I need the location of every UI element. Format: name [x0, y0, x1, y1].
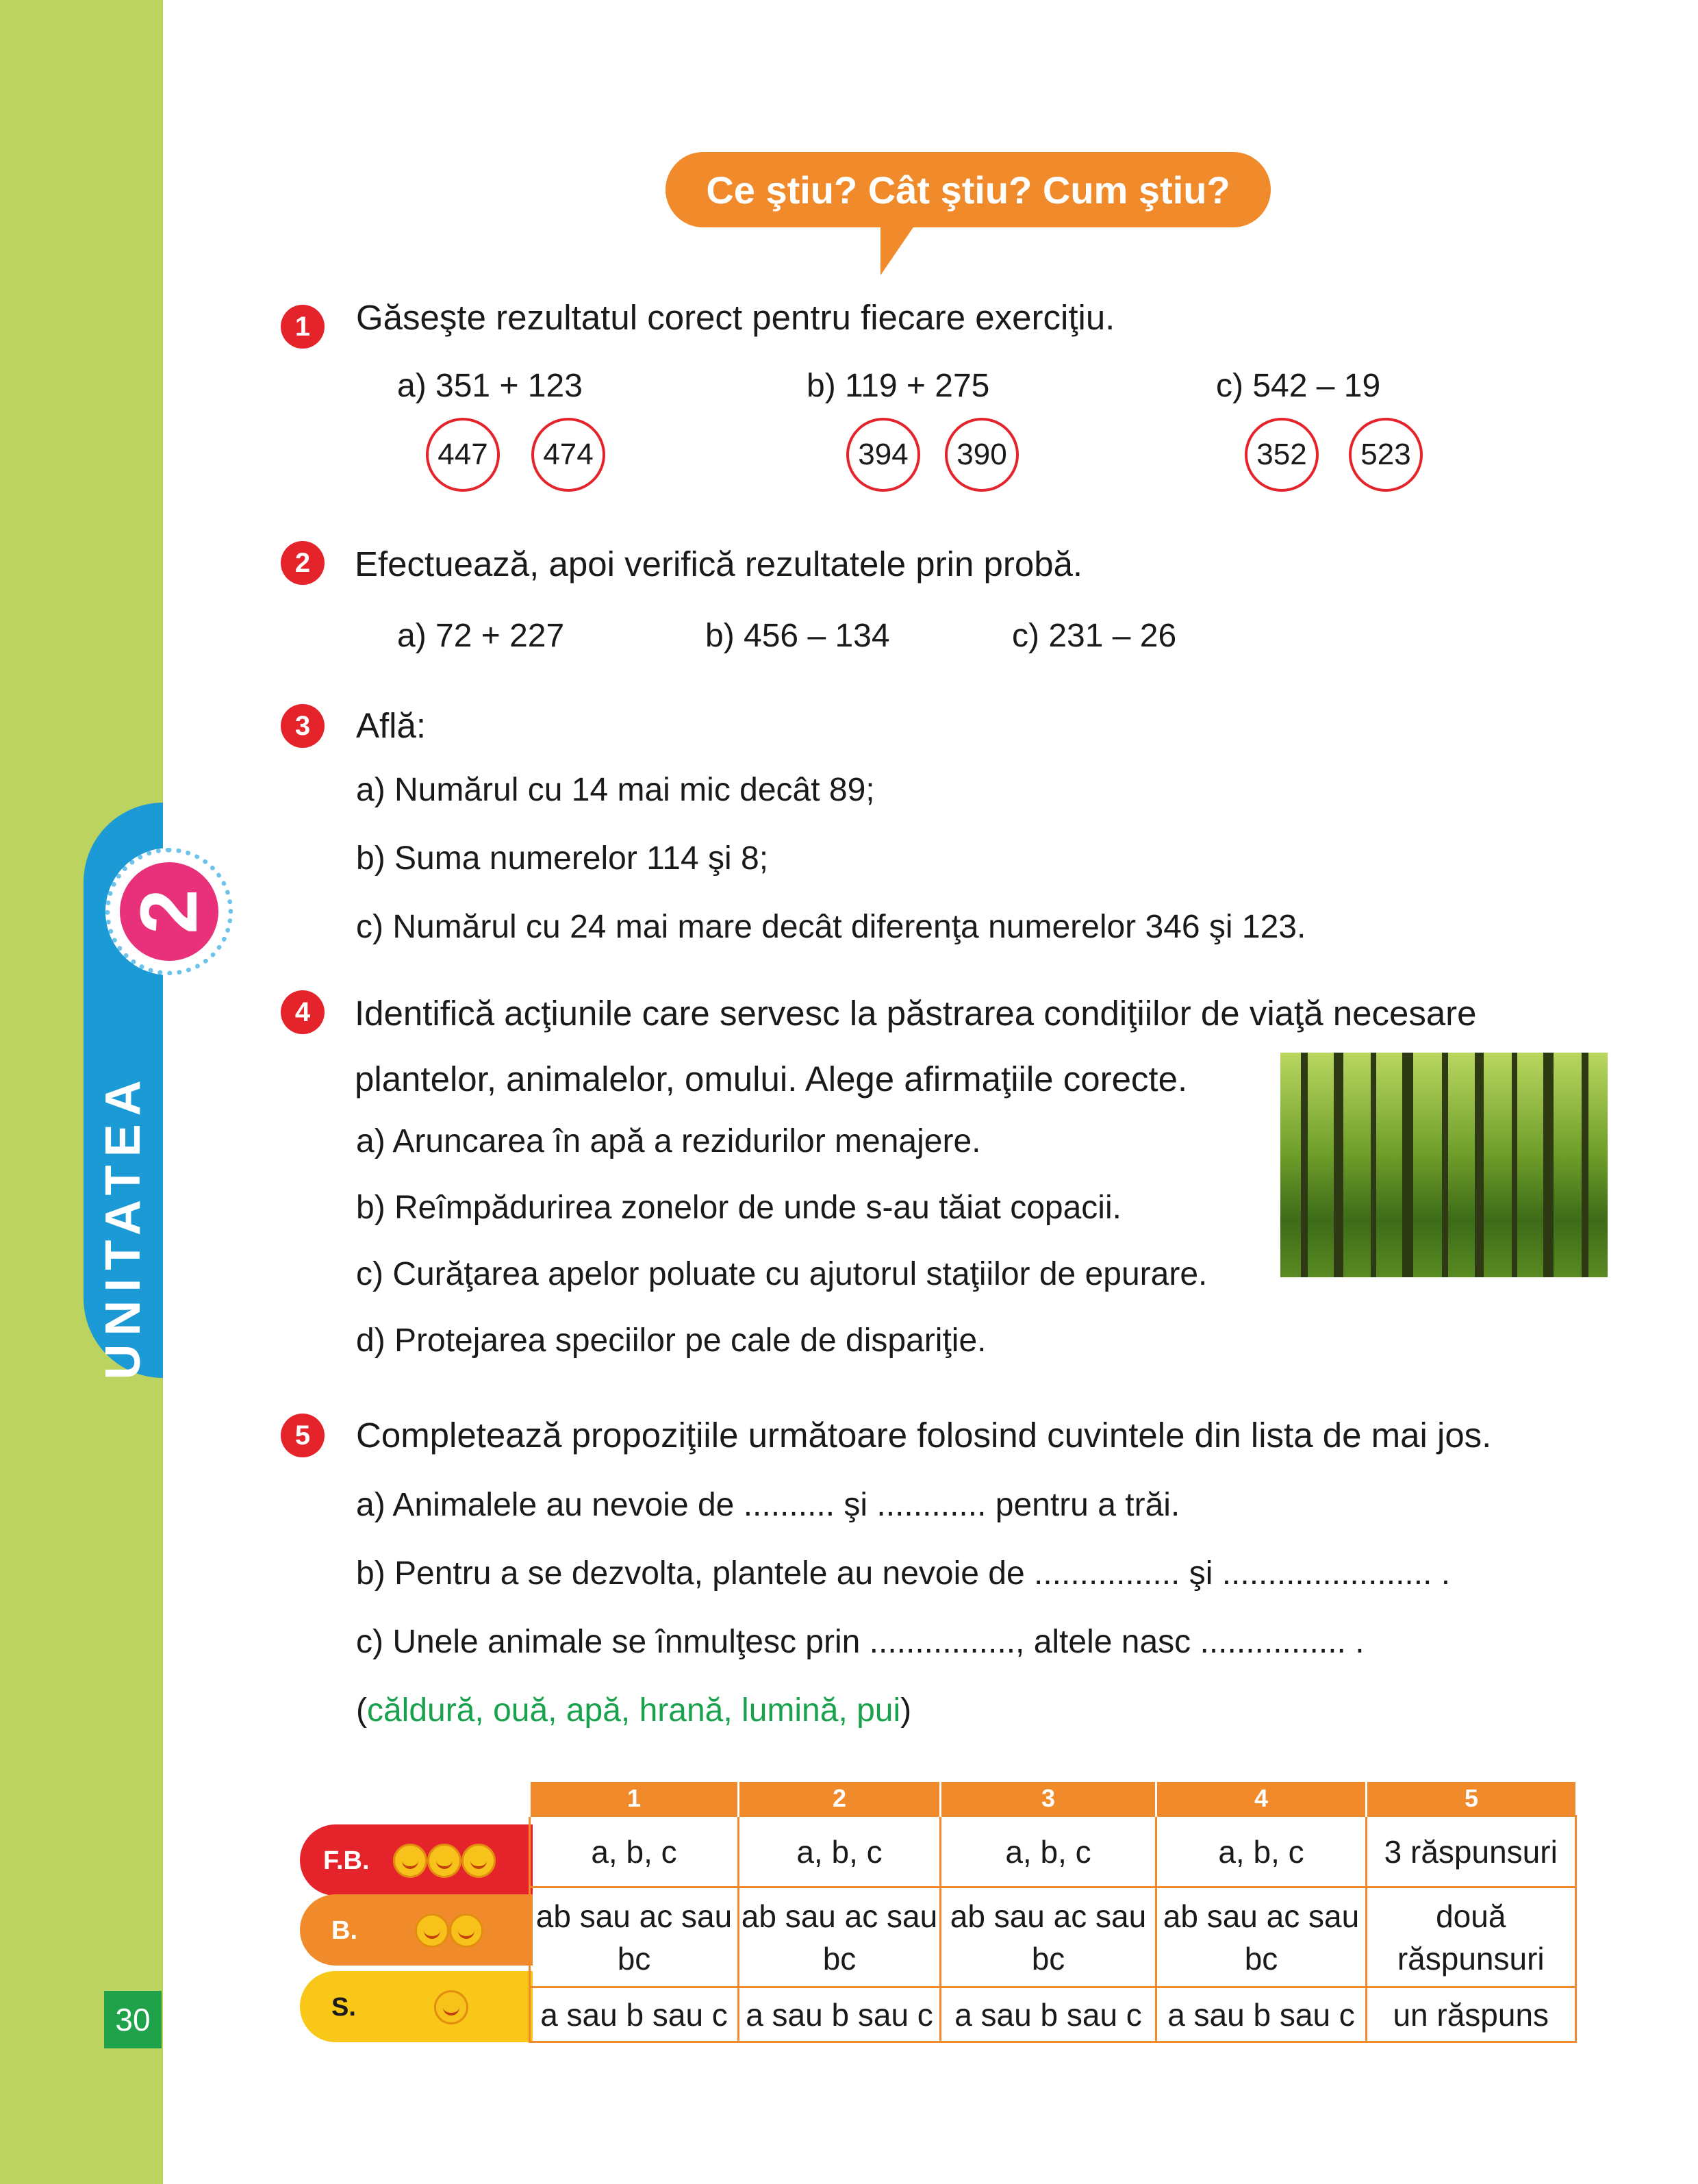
table-cell: ab sau ac sau bc: [739, 1887, 941, 1987]
smiley-icon: [393, 1844, 427, 1878]
eval-label-fb: [300, 1824, 533, 1896]
exercise-1c-label: c) 542 – 19: [1216, 368, 1381, 404]
exercise-2a: a) 72 + 227: [397, 618, 565, 654]
answer-option-1b-2[interactable]: 390: [945, 418, 1019, 492]
answer-option-1a-2[interactable]: 474: [531, 418, 605, 492]
table-row: [530, 1987, 1576, 2042]
unit-label: UNITATEA: [96, 1072, 151, 1380]
table-header-cell: 2: [739, 1782, 941, 1816]
table-header-cell: 5: [1367, 1782, 1576, 1816]
page-title: Ce ştiu? Cât ştiu? Cum ştiu?: [666, 152, 1271, 227]
answer-option-1c-2[interactable]: 523: [1349, 418, 1423, 492]
table-cell: a sau b sau c: [739, 1987, 941, 2042]
answer-option-1a-1[interactable]: 447: [426, 418, 500, 492]
evaluation-table: [529, 1782, 1577, 2043]
exercise-2-text: Efectuează, apoi verifică rezultatele prin probă.: [355, 544, 1083, 583]
exercise-2b: b) 456 – 134: [705, 618, 890, 654]
eval-label-s-text: S.: [331, 1993, 356, 2022]
exercise-2-number: 2: [281, 541, 325, 585]
smiley-icon: [434, 1990, 468, 2024]
word-list-words: căldură, ouă, apă, hrană, lumină, pui: [366, 1692, 901, 1729]
eval-label-b: [300, 1894, 533, 1966]
exercise-3c: c) Numărul cu 24 mai mare decât diferenţa numerelor 346 şi 123.: [356, 909, 1306, 945]
exercise-4a: a) Aruncarea în apă a rezidurilor menajere.: [356, 1123, 981, 1159]
exercise-5-number: 5: [281, 1414, 325, 1457]
unit-number: 2: [123, 889, 214, 934]
table-cell: a sau b sau c: [941, 1987, 1156, 2042]
eval-label-b-text: B.: [331, 1916, 357, 1945]
table-cell: a, b, c: [1156, 1816, 1367, 1887]
exercise-5a: a) Animalele au nevoie de .......... şi ............ pentru a trăi.: [356, 1487, 1180, 1523]
smiley-icon: [449, 1913, 483, 1948]
eval-label-s: [300, 1971, 533, 2042]
word-list-close: ): [900, 1692, 912, 1729]
exercise-3-number: 3: [281, 704, 325, 748]
answer-option-1b-1[interactable]: 394: [846, 418, 920, 492]
table-cell: ab sau ac sau bc: [530, 1887, 739, 1987]
table-cell: două răspunsuri: [1367, 1887, 1576, 1987]
smiley-icon: [415, 1913, 449, 1948]
smiley-icon: [427, 1844, 461, 1878]
table-row: [530, 1887, 1576, 1987]
word-list-open: (: [356, 1692, 367, 1729]
table-cell: un răspuns: [1367, 1987, 1576, 2042]
exercise-4c: c) Curăţarea apelor poluate cu ajutorul staţiilor de epurare.: [356, 1256, 1208, 1292]
table-cell: a, b, c: [941, 1816, 1156, 1887]
table-cell: a, b, c: [739, 1816, 941, 1887]
exercise-4-text-line1: Identifică acţiunile care servesc la păstrarea condiţiilor de viaţă necesare: [355, 994, 1477, 1033]
page-number: 30: [104, 1991, 162, 2048]
exercise-2c: c) 231 – 26: [1012, 618, 1177, 654]
exercise-4-text-line2: plantelor, animalelor, omului. Alege afirmaţiile corecte.: [355, 1059, 1188, 1099]
table-cell: a, b, c: [530, 1816, 739, 1887]
unit-number-badge: [105, 848, 233, 975]
eval-label-fb-text: F.B.: [323, 1846, 370, 1875]
exercise-4b: b) Reîmpădurirea zonelor de unde s-au tăiat copacii.: [356, 1190, 1122, 1226]
exercise-4d: d) Protejarea speciilor pe cale de dispariţie.: [356, 1322, 987, 1359]
forest-image: [1280, 1053, 1608, 1277]
table-header-row: [530, 1782, 1576, 1816]
table-cell: ab sau ac sau bc: [1156, 1887, 1367, 1987]
table-row: [530, 1816, 1576, 1887]
exercise-3a: a) Numărul cu 14 mai mic decât 89;: [356, 772, 875, 808]
exercise-3b: b) Suma numerelor 114 şi 8;: [356, 840, 769, 877]
smiley-icon: [461, 1844, 496, 1878]
answer-option-1c-1[interactable]: 352: [1245, 418, 1319, 492]
exercise-1-text: Găseşte rezultatul corect pentru fiecare exerciţiu.: [356, 298, 1115, 337]
table-header-cell: 1: [530, 1782, 739, 1816]
table-header-cell: 4: [1156, 1782, 1367, 1816]
table-cell: a sau b sau c: [530, 1987, 739, 2042]
table-cell: a sau b sau c: [1156, 1987, 1367, 2042]
exercise-4-number: 4: [281, 990, 325, 1034]
exercise-1a-label: a) 351 + 123: [397, 368, 583, 404]
table-cell: 3 răspunsuri: [1367, 1816, 1576, 1887]
exercise-5-text: Completează propoziţiile următoare folosind cuvintele din lista de mai jos.: [356, 1416, 1492, 1455]
exercise-1b-label: b) 119 + 275: [807, 368, 990, 404]
exercise-5-word-list: [356, 1694, 911, 1727]
exercise-5b: b) Pentru a se dezvolta, plantele au nevoie de ................ şi ....................... .: [356, 1555, 1451, 1592]
table-header-cell: 3: [941, 1782, 1156, 1816]
table-cell: ab sau ac sau bc: [941, 1887, 1156, 1987]
exercise-3-text: Află:: [356, 706, 427, 745]
exercise-1-number: 1: [281, 305, 325, 349]
title-bubble-tail: [880, 219, 919, 275]
exercise-5c: c) Unele animale se înmulţesc prin ................, altele nasc ................ .: [356, 1624, 1365, 1660]
